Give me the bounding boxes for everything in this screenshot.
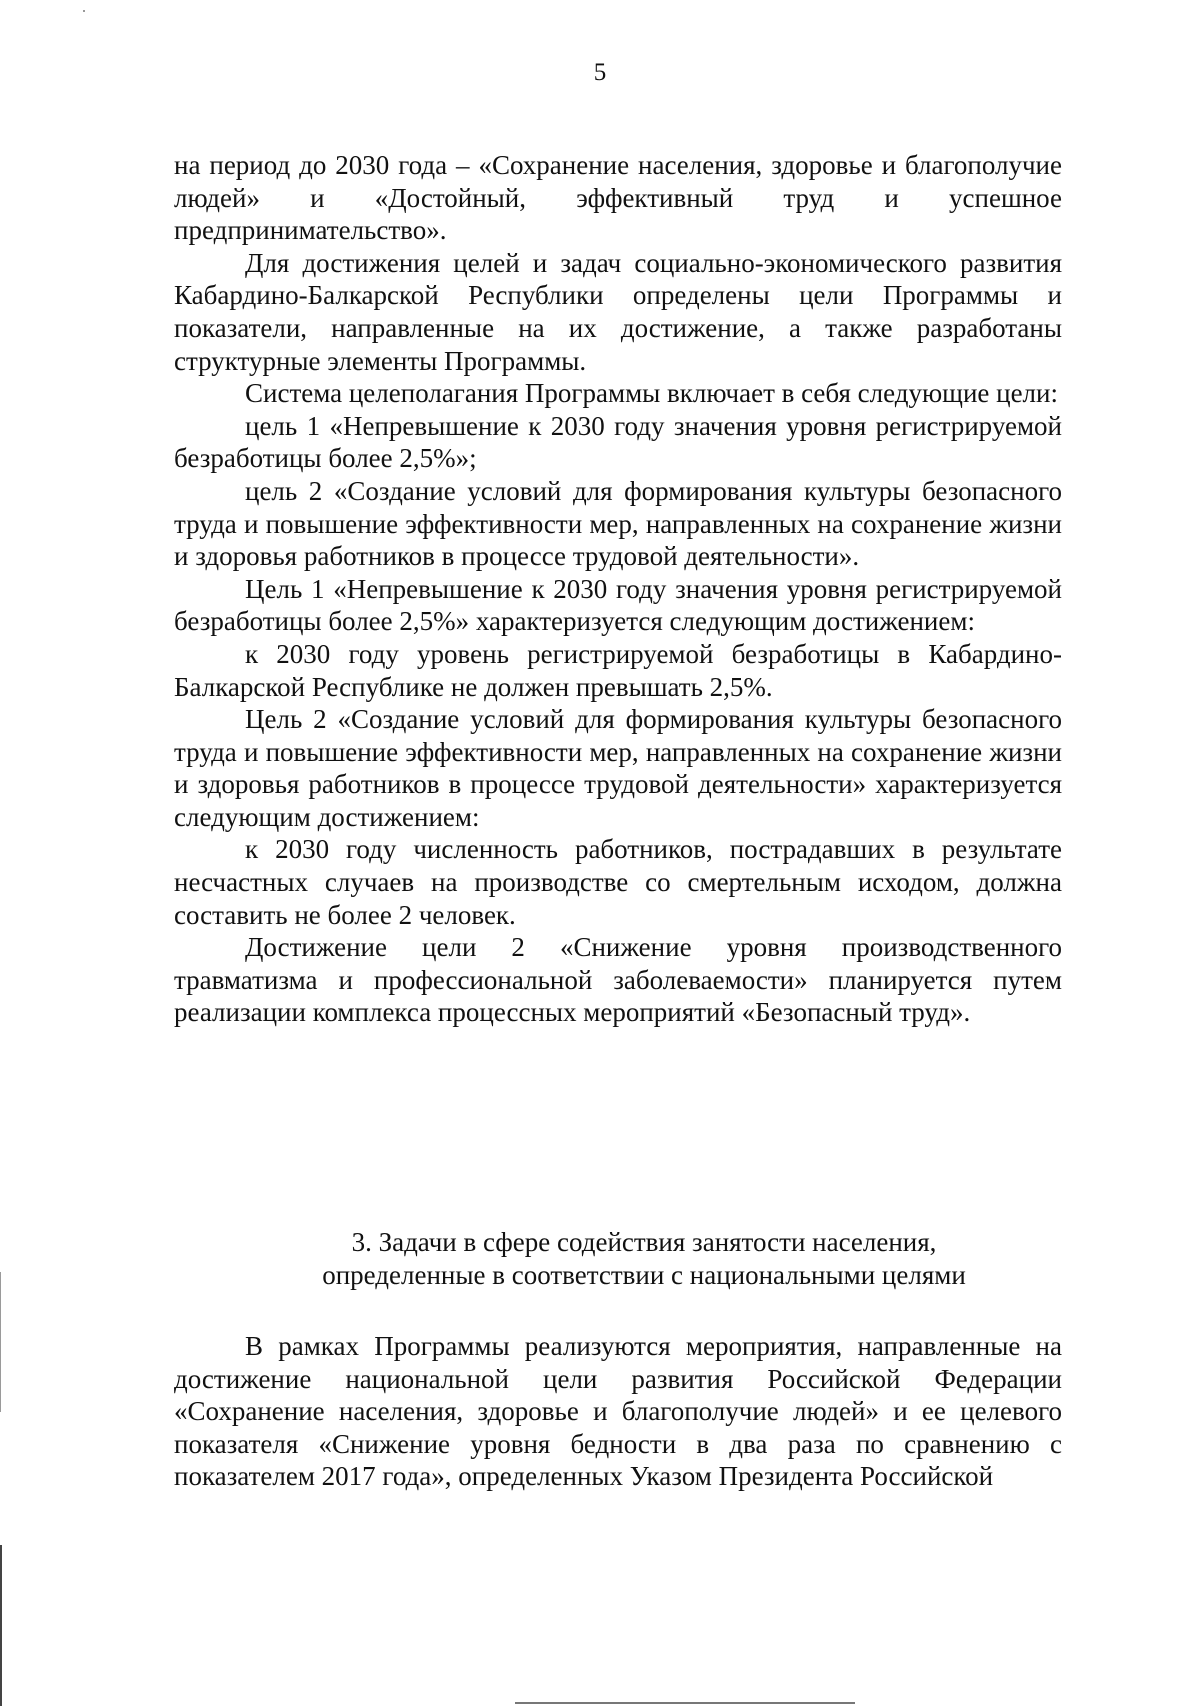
paragraph: цель 1 «Непревышение к 2030 году значения уровня регистрируемой безработицы более 2,5%»; (174, 410, 1062, 474)
scan-artifact-left-edge (0, 1272, 1, 1412)
section-heading (174, 1226, 1114, 1291)
scan-artifact-bottom-edge (515, 1702, 855, 1704)
paragraph: на период до 2030 года – «Сохранение населения, здоровье и благополучие людей» и «Достойный, эффективный труд и успешное предпринимательство». (174, 150, 1062, 246)
paragraph: цель 2 «Создание условий для формирования культуры безопасного труда и повышение эффективности мер, направленных на сохранение жизни и здоровья работников в процессе трудовой деятельности». (174, 475, 1062, 572)
page-number: 5 (593, 59, 607, 86)
body-text-top (174, 149, 1062, 1029)
paragraph: Цель 2 «Создание условий для формирования культуры безопасного труда и повышение эффективности мер, направленных на сохранение жизни и здоровья работников в процессе трудовой деятельности» характеризуется следующим достижением: (174, 704, 1062, 832)
paragraph: к 2030 году численность работников, пострадавших в результате несчастных случаев на производстве со смертельным исходом, должна составить не более 2 человек. (174, 834, 1062, 930)
scan-artifact-left-edge-lower (0, 1545, 2, 1706)
section-heading-line: определенные в соответствии с национальными целями (322, 1259, 966, 1290)
paragraph: Для достижения целей и задач социально-экономического развития Кабардино-Балкарской Республики определены цели Программы и показатели, направленные на их достижение, а также разработаны структурные элементы Программы. (174, 247, 1062, 376)
scan-artifact-dot (83, 10, 85, 12)
body-text-bottom (174, 1330, 1062, 1493)
paragraph: Система целеполагания Программы включает в себя следующие цели: (245, 378, 1058, 409)
paragraph: В рамках Программы реализуются мероприятия, направленные на достижение национальной цели развития Российской Федерации «Сохранение населения, здоровье и благополучие людей» и ее целевого показателя «Снижение уровня бедности в два раза по сравнению с показателем 2017 года», определенных Указом Президента Российской (174, 1331, 1062, 1492)
paragraph: Достижение цели 2 «Снижение уровня производственного травматизма и профессиональной заболеваемости» планируется путем реализации комплекса процессных мероприятий «Безопасный труд». (174, 932, 1062, 1028)
paragraph: к 2030 году уровень регистрируемой безработицы в Кабардино-Балкарской Республике не должен превышать 2,5%. (174, 638, 1062, 702)
section-heading-line: 3. Задачи в сфере содействия занятости населения, (351, 1227, 937, 1257)
paragraph: Цель 1 «Непревышение к 2030 году значения уровня регистрируемой безработицы более 2,5%» характеризуется следующим достижением: (174, 573, 1062, 637)
